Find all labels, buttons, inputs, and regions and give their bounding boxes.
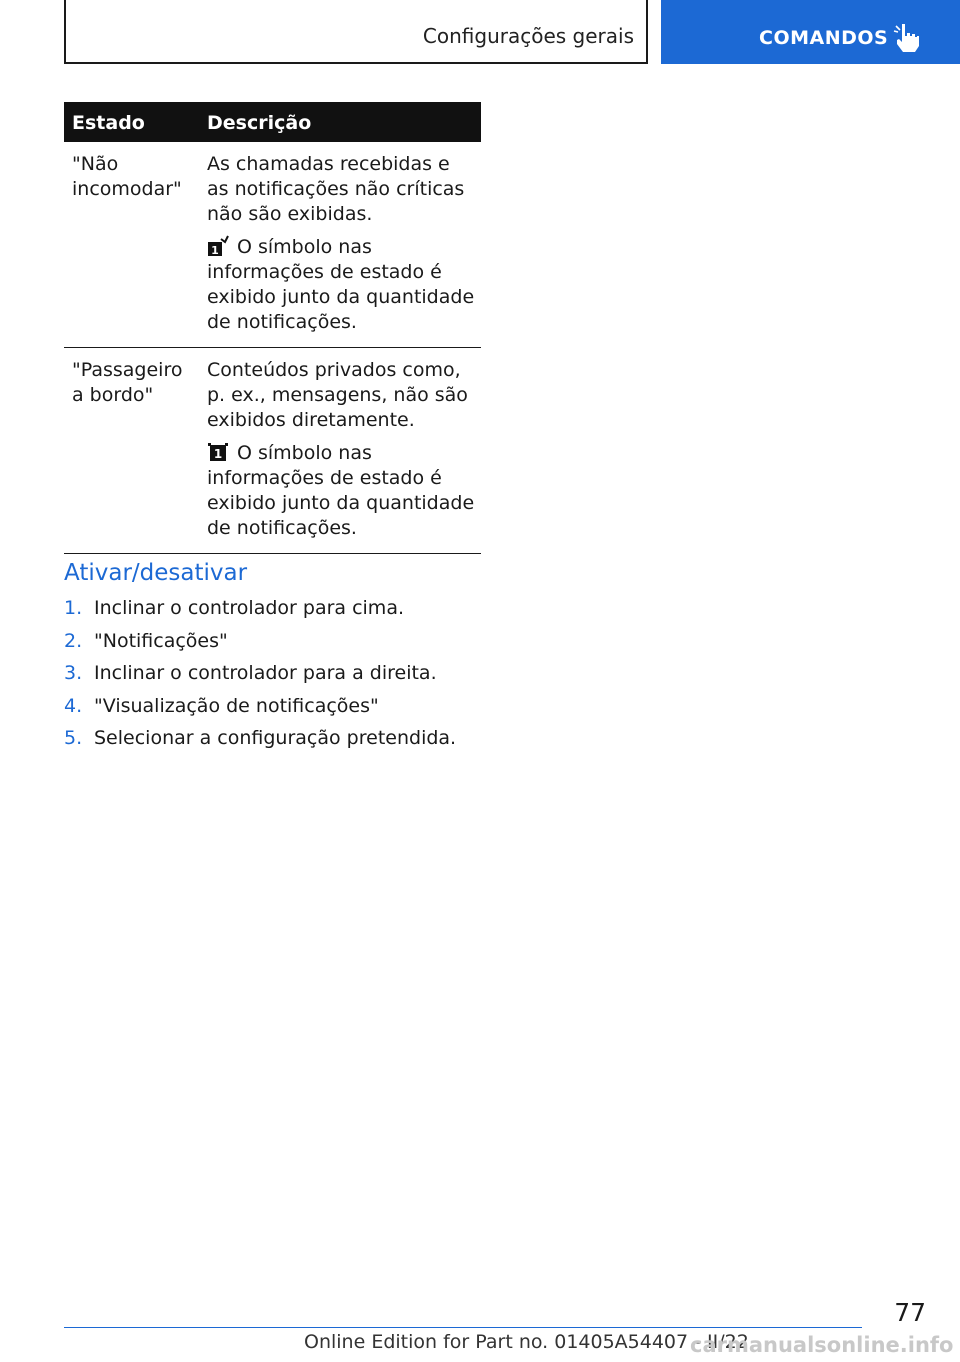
step-number: 5. xyxy=(64,727,83,749)
state-cell: "Não incomodar" xyxy=(72,153,182,200)
watermark: carmanualsonline.info xyxy=(690,1333,954,1357)
column-header-state: Estado xyxy=(72,112,145,134)
pointing-hand-icon xyxy=(893,22,921,54)
step-number: 1. xyxy=(64,597,83,619)
symbol-note: O símbolo nas informações de estado é exibido junto da quantidade de notificações. xyxy=(207,236,475,333)
step-text: "Visualização de notificações" xyxy=(94,694,379,717)
do-not-disturb-notification-icon xyxy=(207,235,229,257)
header-chapter-title: COMANDOS xyxy=(759,27,889,49)
footer-edition-text: Online Edition for Part no. 01405A54407 - II/22 xyxy=(304,1331,749,1353)
step-text: Inclinar o controlador para a direita. xyxy=(94,662,437,684)
description-text: As chamadas recebidas e as notificações não críticas não são exibidas. xyxy=(207,153,465,225)
description-cell xyxy=(207,348,477,553)
footer-divider xyxy=(64,1327,862,1328)
table-row xyxy=(64,348,481,554)
description-cell xyxy=(207,142,477,347)
step-text: Inclinar o controlador para cima. xyxy=(94,597,405,619)
table-row xyxy=(64,142,481,348)
header-section-box xyxy=(64,0,648,64)
step-number: 3. xyxy=(64,662,83,684)
passenger-notification-icon xyxy=(207,441,229,463)
header-section-title: Configurações gerais xyxy=(422,24,634,48)
status-table xyxy=(64,102,481,554)
column-header-description: Descrição xyxy=(207,112,312,134)
svg-text:1: 1 xyxy=(211,244,219,257)
section-title: Ativar/desativar xyxy=(64,560,248,586)
symbol-note: O símbolo nas informações de estado é exibido junto da quantidade de notificações. xyxy=(207,442,475,539)
step-number: 4. xyxy=(64,694,83,717)
svg-text:1: 1 xyxy=(213,447,223,461)
description-text: Conteúdos privados como, p. ex., mensagens, não são exibidos diretamente. xyxy=(207,359,468,431)
header-chapter-tab xyxy=(661,0,960,64)
step-text: "Notificações" xyxy=(94,629,228,652)
page-number: 77 xyxy=(894,1298,926,1327)
state-cell: "Passageiro a bordo" xyxy=(72,359,183,406)
step-number: 2. xyxy=(64,629,83,652)
step-text: Selecionar a configuração pretendida. xyxy=(94,727,457,749)
table-header-row xyxy=(64,102,481,142)
